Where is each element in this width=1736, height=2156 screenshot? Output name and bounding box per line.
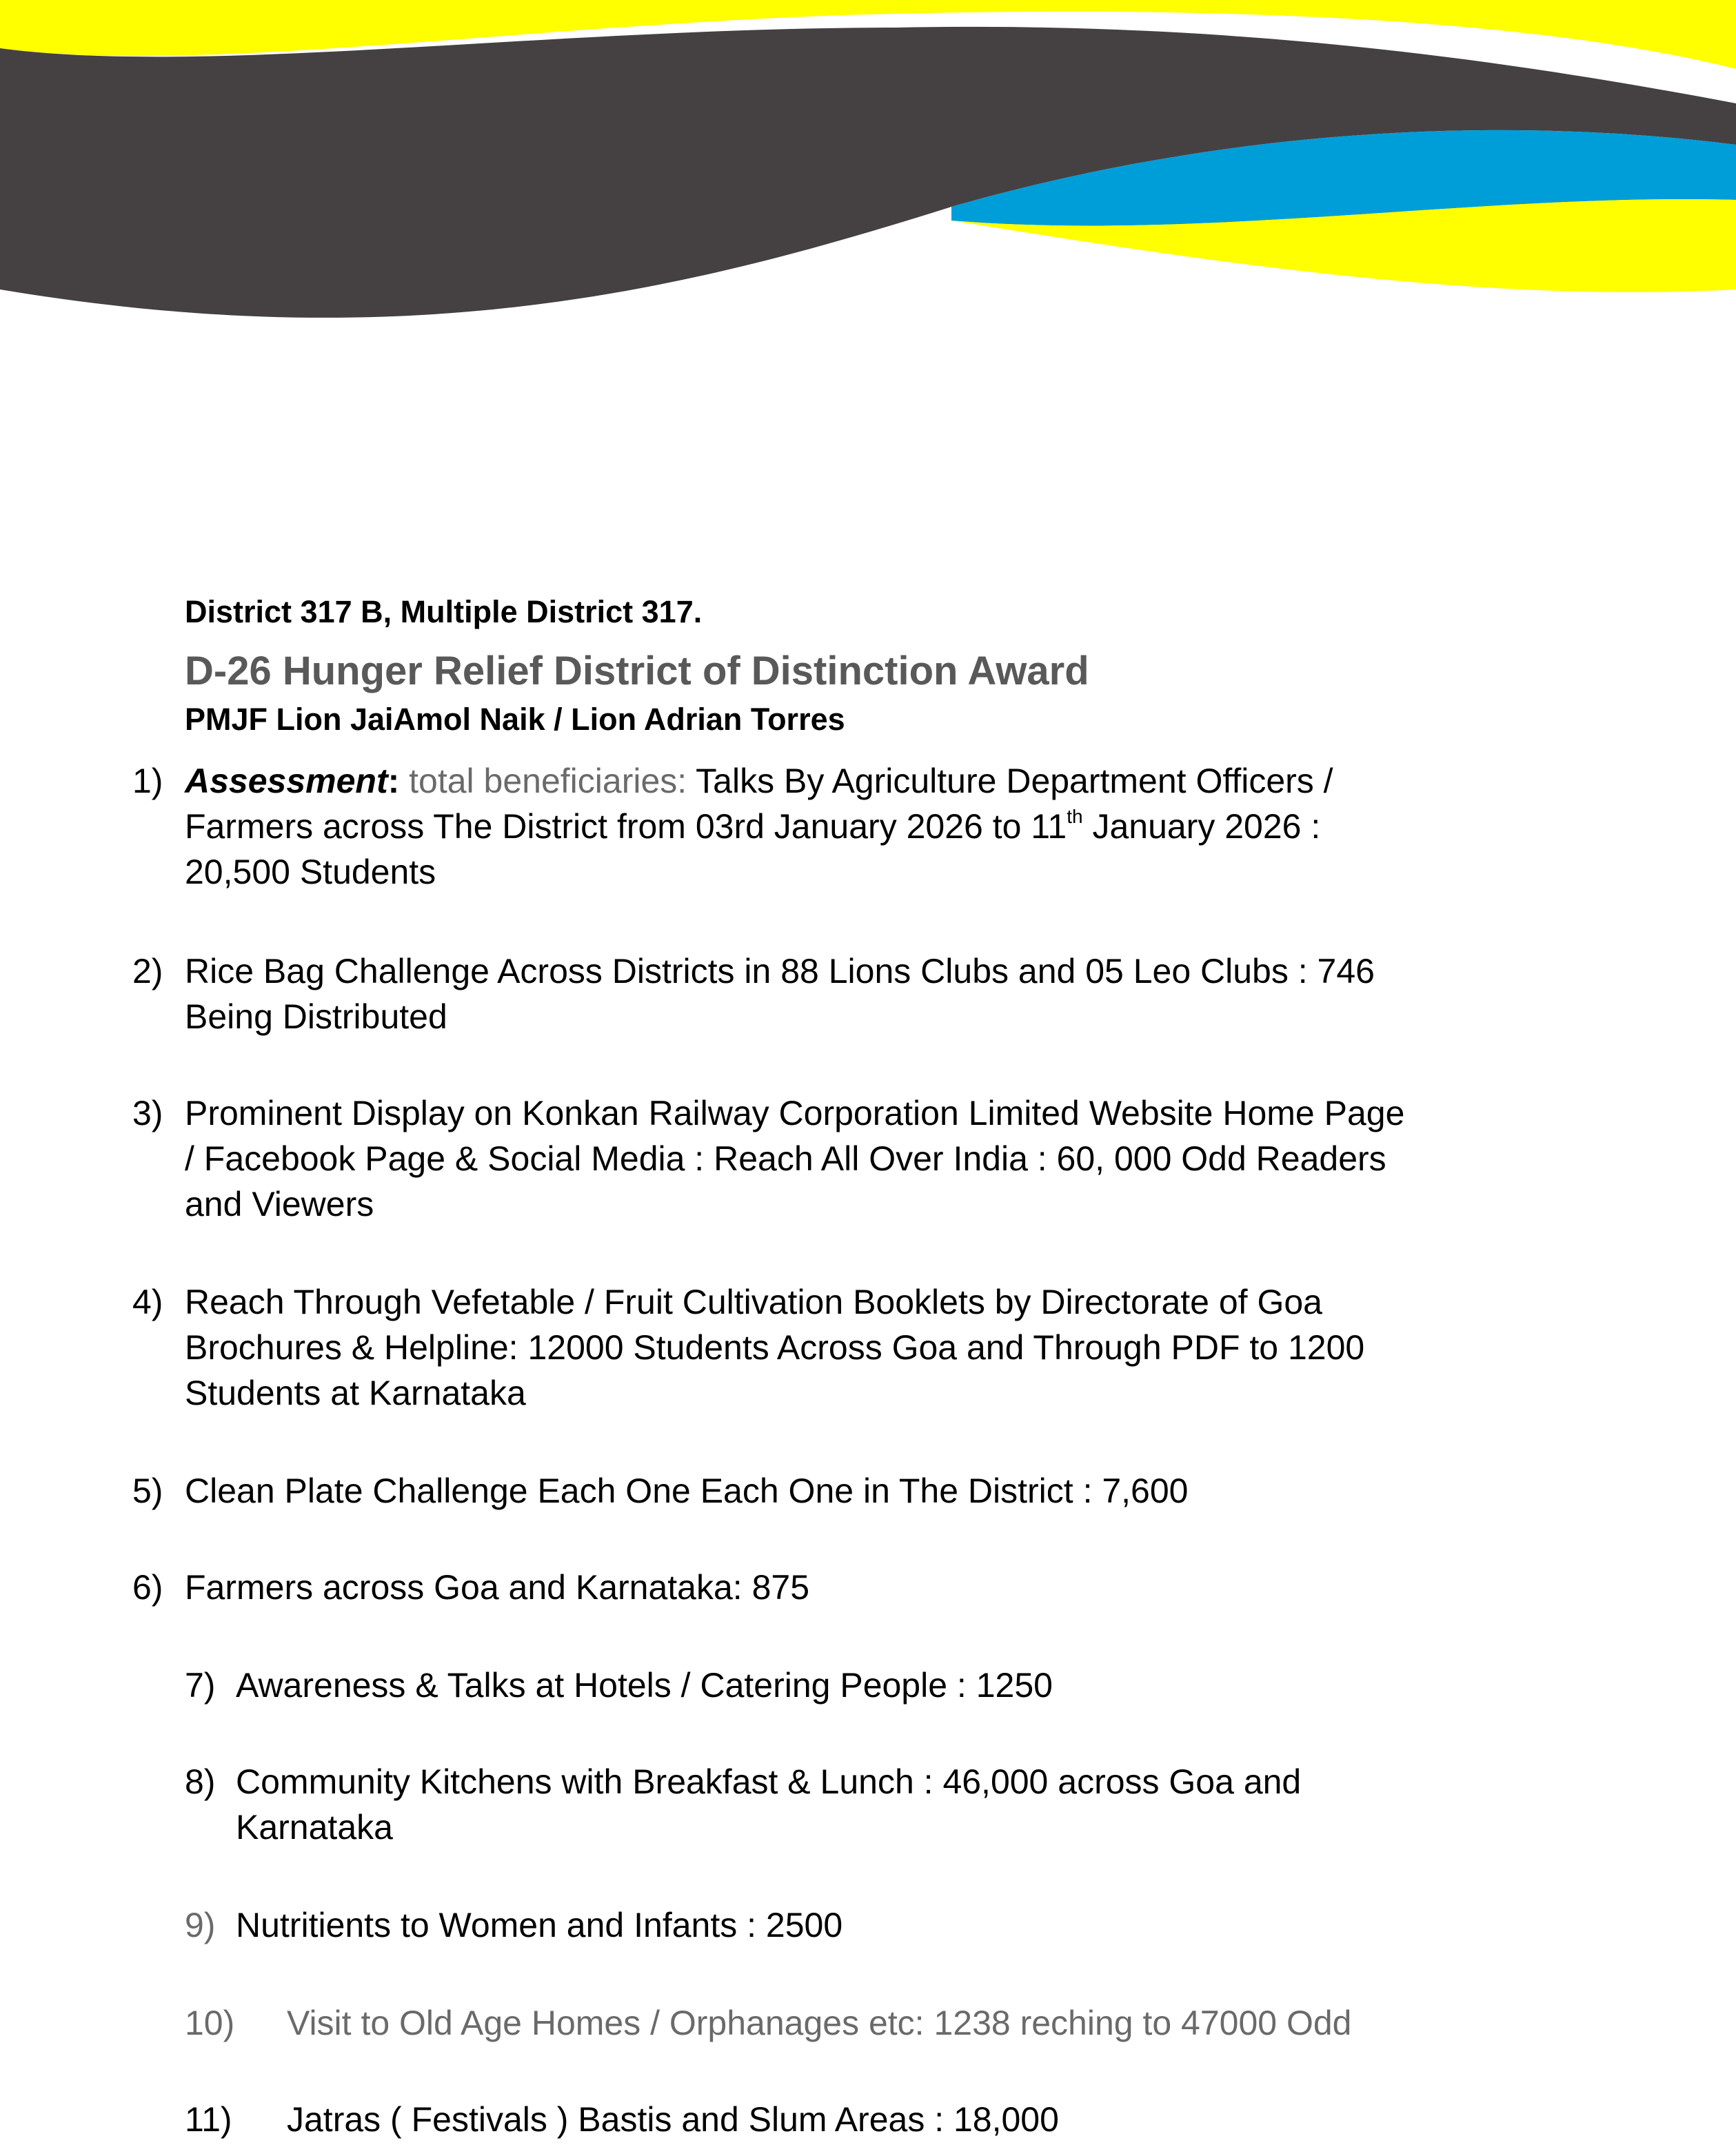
lion-names: PMJF Lion JaiAmol Naik / Lion Adrian Torres (185, 702, 845, 737)
item-number: 9) (185, 1906, 216, 1944)
item-text: Nutritients to Women and Infants : 2500 (236, 1906, 843, 1944)
item-number: 11) (185, 2100, 232, 2139)
item-text: Visit to Old Age Homes / Orphanages etc: 1238 reching to 47000 Odd (287, 2004, 1352, 2042)
district-heading: District 317 B, Multiple District 317. (185, 594, 703, 629)
beneficiaries-label: total beneficiaries: (399, 762, 687, 800)
award-title: D-26 Hunger Relief District of Distinction Award (185, 649, 1089, 693)
item-number: 3) (132, 1094, 163, 1132)
item-text: Talks By Agriculture Department Officers / (687, 762, 1333, 800)
assessment-colon: : (387, 762, 400, 800)
item-text: Rice Bag Challenge Across Districts in 88 Lions Clubs and 05 Leo Clubs : 746 (185, 952, 1375, 990)
item-text: Reach Through Vefetable / Fruit Cultivation Booklets by Directorate of Goa (185, 1283, 1322, 1321)
item-text: Being Distributed (185, 997, 447, 1036)
header-wave-banner (0, 0, 1736, 345)
item-text: January 2026 : (1082, 807, 1321, 846)
item-text: / Facebook Page & Social Media : Reach All Over India : 60, 000 Odd Readers (185, 1139, 1386, 1178)
item-text: Farmers across Goa and Karnataka: 875 (185, 1568, 810, 1607)
item-number: 2) (132, 952, 163, 990)
item-number: 5) (132, 1472, 163, 1510)
item-text: Awareness & Talks at Hotels / Catering People : 1250 (236, 1666, 1053, 1705)
item-text: Karnataka (236, 1808, 393, 1847)
item-text: Students at Karnataka (185, 1374, 526, 1412)
item-text: 20,500 Students (185, 853, 436, 891)
item-number: 6) (132, 1568, 163, 1607)
item-text: Clean Plate Challenge Each One Each One in The District : 7,600 (185, 1472, 1189, 1510)
assessment-label: Assessment (185, 762, 388, 800)
item-text: Prominent Display on Konkan Railway Corporation Limited Website Home Page (185, 1094, 1405, 1132)
item-text: Jatras ( Festivals ) Bastis and Slum Areas : 18,000 (287, 2100, 1059, 2139)
item-text: Community Kitchens with Breakfast & Lunch : 46,000 across Goa and (236, 1762, 1302, 1801)
ordinal-suffix: th (1067, 806, 1083, 827)
item-number: 7) (185, 1666, 216, 1705)
item-number: 10) (185, 2004, 235, 2042)
item-text: Farmers across The District from 03rd January 2026 to 11 (185, 807, 1067, 846)
item-text: Brochures & Helpline: 12000 Students Across Goa and Through PDF to 1200 (185, 1328, 1365, 1367)
item-number: 8) (185, 1762, 216, 1801)
item-text: and Viewers (185, 1185, 374, 1223)
item-number: 1) (132, 762, 163, 800)
item-number: 4) (132, 1283, 163, 1321)
